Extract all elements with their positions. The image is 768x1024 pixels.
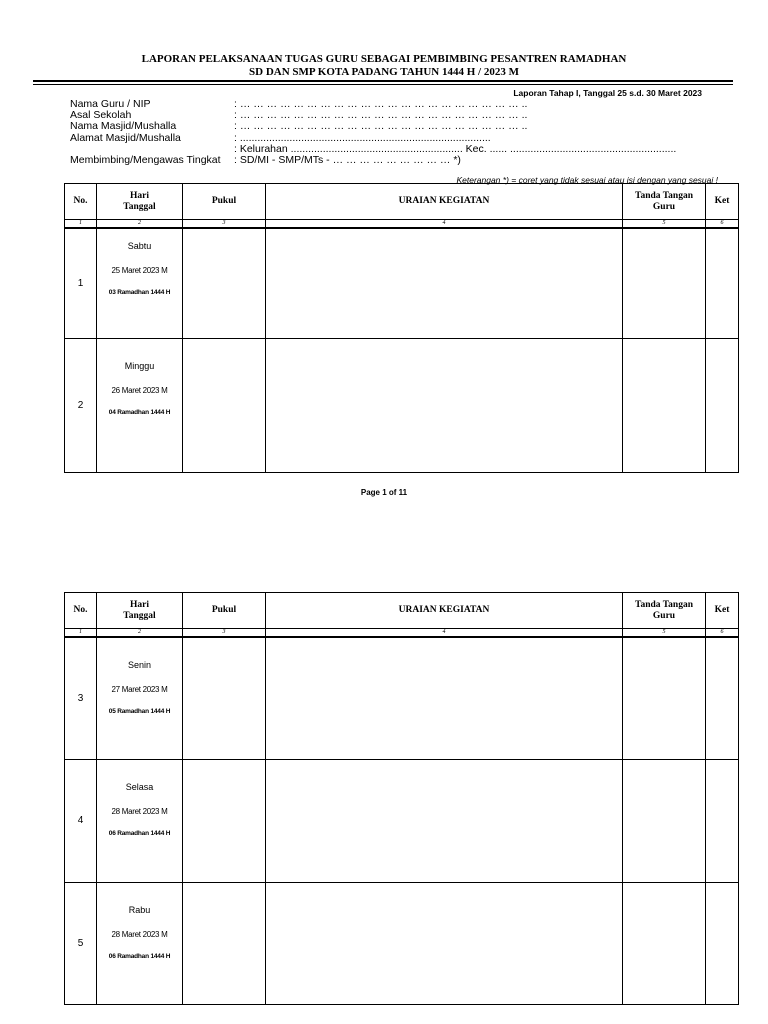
row-day-date — [97, 228, 183, 338]
table-row — [65, 882, 739, 1004]
row-time-cell[interactable] — [183, 338, 266, 472]
row-activity-cell[interactable] — [266, 759, 623, 882]
info-value[interactable]: : … … … … … … … … … … … … … … … … … … … … … .. — [234, 98, 528, 110]
activity-table-page2 — [64, 592, 739, 1005]
col-header-notes: Ket — [706, 593, 739, 629]
title-rule-thick — [33, 80, 733, 82]
row-notes-cell[interactable] — [706, 882, 739, 1004]
row-hijri-date: 05 Ramadhan 1444 H — [108, 708, 171, 715]
row-number: 5 — [65, 882, 97, 1004]
page-number: Page 1 of 11 — [360, 488, 408, 497]
table-header-row — [65, 184, 739, 220]
column-number: 3 — [183, 220, 266, 229]
column-number: 3 — [183, 629, 266, 638]
table-row — [65, 228, 739, 338]
row-date: 28 Maret 2023 M — [111, 806, 168, 816]
column-number: 1 — [65, 629, 97, 638]
row-signature-cell[interactable] — [623, 637, 706, 759]
info-value[interactable]: : … … … … … … … … … … … … … … … … … … … … … .. — [234, 120, 528, 133]
column-number: 1 — [65, 220, 97, 229]
row-number: 2 — [65, 338, 97, 472]
note-text: Keterangan *) = coret yang tidak sesuai atau isi dengan yang sesuai ! — [456, 175, 718, 185]
row-day: Rabu — [128, 904, 151, 915]
row-signature-cell[interactable] — [623, 228, 706, 338]
table-header-row — [65, 593, 739, 629]
row-day-date — [97, 338, 183, 472]
row-day-date — [97, 637, 183, 759]
info-value[interactable]: : ...................................................................................... — [234, 131, 491, 144]
col-header-no: No. — [65, 593, 97, 629]
row-time-cell[interactable] — [183, 228, 266, 338]
row-day: Senin — [127, 660, 152, 670]
column-number: 6 — [706, 220, 739, 229]
col-header-signature: Tanda Tangan Guru — [623, 184, 706, 220]
row-activity-cell[interactable] — [266, 882, 623, 1004]
row-day: Sabtu — [127, 241, 152, 251]
info-value[interactable]: : Kelurahan ........................................................... Kec. ...... ......................................................... — [234, 142, 677, 155]
column-number: 2 — [97, 629, 183, 638]
column-number: 4 — [266, 629, 623, 638]
column-number: 2 — [97, 220, 183, 229]
row-notes-cell[interactable] — [706, 759, 739, 882]
col-header-time: Pukul — [183, 184, 266, 220]
row-date: 27 Maret 2023 M — [111, 685, 168, 694]
row-notes-cell[interactable] — [706, 637, 739, 759]
row-signature-cell[interactable] — [623, 759, 706, 882]
info-label: Nama Guru / NIP — [70, 98, 151, 110]
row-activity-cell[interactable] — [266, 637, 623, 759]
table-row — [65, 637, 739, 759]
row-time-cell[interactable] — [183, 759, 266, 882]
report-stage: Laporan Tahap I, Tanggal 25 s.d. 30 Maret 2023 — [513, 88, 702, 98]
col-header-activity: URAIAN KEGIATAN — [266, 184, 623, 220]
row-date: 26 Maret 2023 M — [111, 385, 168, 395]
activity-table-page1 — [64, 183, 739, 473]
row-day: Minggu — [124, 360, 155, 371]
info-label: Asal Sekolah — [70, 109, 132, 122]
row-date: 25 Maret 2023 M — [111, 266, 168, 275]
row-time-cell[interactable] — [183, 882, 266, 1004]
row-time-cell[interactable] — [183, 637, 266, 759]
col-header-notes: Ket — [706, 184, 739, 220]
row-number: 3 — [65, 637, 97, 759]
row-hijri-date: 03 Ramadhan 1444 H — [108, 289, 171, 296]
column-number: 6 — [706, 629, 739, 638]
col-header-time: Pukul — [183, 593, 266, 629]
column-number: 4 — [266, 220, 623, 229]
row-hijri-date: 06 Ramadhan 1444 H — [108, 829, 171, 837]
column-number: 5 — [623, 220, 706, 229]
row-signature-cell[interactable] — [623, 338, 706, 472]
row-day-date — [97, 759, 183, 882]
column-number-row — [65, 220, 739, 229]
info-value[interactable]: : SD/MI - SMP/MTs - … … … … … … … … … *) — [234, 153, 461, 166]
row-hijri-date: 04 Ramadhan 1444 H — [108, 408, 171, 416]
col-header-no: No. — [65, 184, 97, 220]
document-title-line2: SD DAN SMP KOTA PADANG TAHUN 1444 H / 2023 M — [249, 66, 519, 78]
col-header-day: Hari Tanggal — [97, 184, 183, 220]
info-label: Membimbing/Mengawas Tingkat — [70, 153, 221, 166]
info-label: Nama Masjid/Mushalla — [70, 120, 177, 133]
row-notes-cell[interactable] — [706, 338, 739, 472]
col-header-signature: Tanda Tangan Guru — [623, 593, 706, 629]
row-day-date — [97, 882, 183, 1004]
column-number-row — [65, 629, 739, 638]
table-row — [65, 759, 739, 882]
col-header-activity: URAIAN KEGIATAN — [266, 593, 623, 629]
info-value[interactable]: : … … … … … … … … … … … … … … … … … … … … … .. — [234, 109, 528, 122]
row-hijri-date: 06 Ramadhan 1444 H — [108, 952, 171, 960]
document-title-line1: LAPORAN PELAKSANAAN TUGAS GURU SEBAGAI PEMBIMBING PESANTREN RAMADHAN — [141, 53, 627, 65]
row-number: 4 — [65, 759, 97, 882]
row-number: 1 — [65, 228, 97, 338]
table-row — [65, 338, 739, 472]
column-number: 5 — [623, 629, 706, 638]
col-header-day: Hari Tanggal — [97, 593, 183, 629]
info-label: Alamat Masjid/Mushalla — [70, 131, 181, 144]
row-activity-cell[interactable] — [266, 338, 623, 472]
row-activity-cell[interactable] — [266, 228, 623, 338]
row-notes-cell[interactable] — [706, 228, 739, 338]
row-day: Selasa — [125, 781, 154, 792]
row-signature-cell[interactable] — [623, 882, 706, 1004]
row-date: 28 Maret 2023 M — [111, 929, 168, 939]
title-rule-thin — [33, 84, 733, 85]
